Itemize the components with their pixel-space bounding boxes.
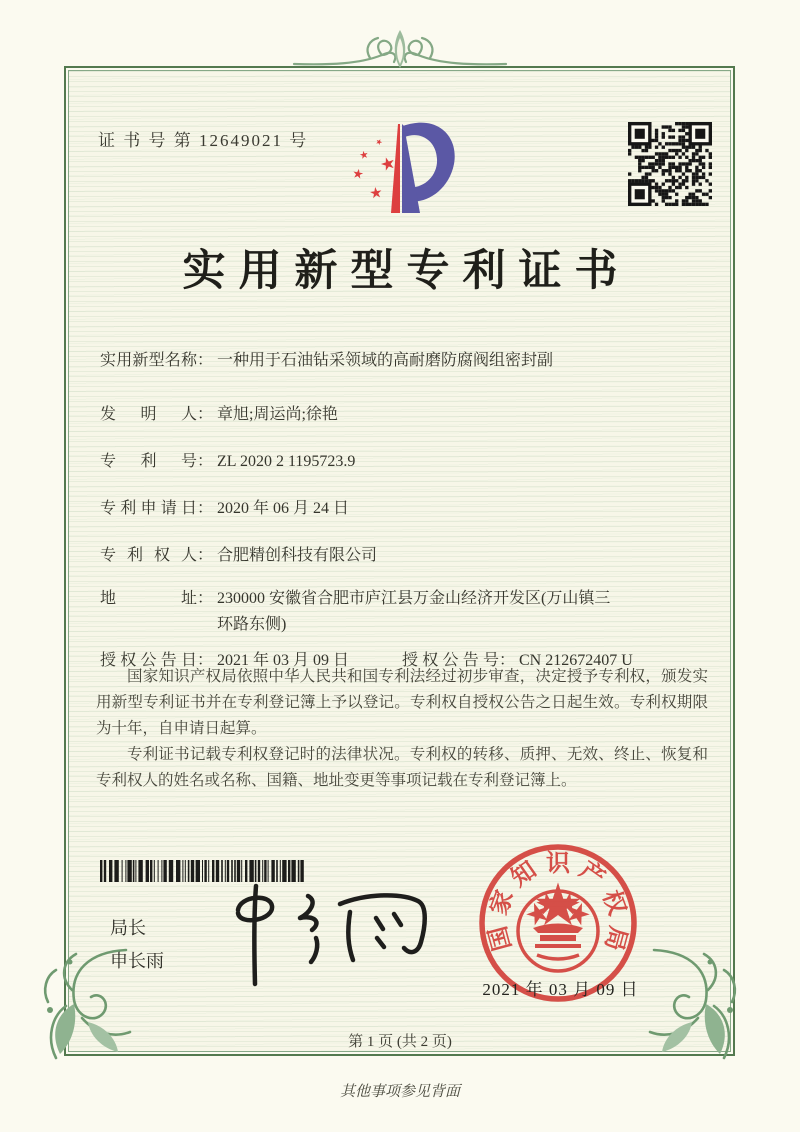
field-row-filing-date [100, 496, 349, 522]
qr-code [628, 122, 712, 206]
field-label: 专利权人 [100, 547, 197, 564]
field-colon: ： [197, 406, 214, 423]
logo-star-icon [359, 150, 368, 159]
field-label: 专利申请日 [100, 500, 197, 517]
field-value-inventors: 章旭;周运尚;徐艳 [217, 406, 338, 423]
field-value-patentee: 合肥精创科技有限公司 [217, 547, 378, 564]
page-number: 第 1 页 (共 2 页) [348, 1034, 452, 1050]
field-value-address: 230000 安徽省合肥市庐江县万金山经济开发区(万山镇三环路东侧) [217, 590, 611, 633]
field-value-filing-date: 2020 年 06 月 24 日 [217, 500, 350, 517]
field-label: 发明人 [100, 406, 197, 423]
signer-name: 申长雨 [110, 951, 164, 971]
certificate-number: 证 书 号 第 12649021 号 [98, 131, 309, 150]
certificate-title: 实用新型专利证书 [182, 248, 631, 295]
logo-star-icon [370, 186, 383, 198]
field-label: 授权公告日 [100, 652, 197, 669]
field-colon: ： [197, 352, 214, 369]
back-side-note: 其他事项参见背面 [339, 1084, 460, 1100]
field-label: 实用新型名称 [100, 352, 197, 369]
legal-paragraph-1: 国家知识产权局依照中华人民共和国专利法经过初步审查，决定授予专利权，颁发实用新型专利证书并在专利登记簿上予以登记。专利权自授权公告之日起生效。专利权期限为十年，自申请日起算。 [96, 668, 708, 737]
logo-star-icon [375, 138, 383, 146]
seal-char: 识 [546, 851, 570, 877]
field-colon: ： [197, 590, 214, 607]
seal-char: 局 [599, 923, 631, 954]
field-row-inventors [100, 402, 338, 428]
field-label: 地址 [100, 590, 197, 607]
field-colon: ： [197, 652, 214, 669]
logo-star-icon [380, 155, 397, 171]
legal-text-block [96, 664, 708, 794]
field-value-grant-date: 2021 年 03 月 09 日 [217, 652, 350, 669]
field-colon: ： [197, 500, 214, 517]
cnipa-logo [343, 112, 473, 236]
field-value-patent-number: ZL 2020 2 1195723.9 [217, 453, 356, 470]
seal-char: 家 [486, 887, 519, 919]
seal-char: 产 [574, 857, 610, 893]
field-colon: ： [197, 453, 214, 470]
field-row-patentee [100, 543, 377, 569]
field-colon: ： [197, 547, 214, 564]
barcode [100, 860, 305, 882]
legal-paragraph-2: 专利证书记载专利权登记时的法律状况。专利权的转移、质押、无效、终止、恢复和专利权人的姓名或名称、国籍、地址变更等事项记载在专利登记簿上。 [96, 746, 708, 789]
signer-title: 局长 [110, 918, 146, 938]
field-row-utility-name [100, 348, 553, 374]
seal-char: 权 [597, 887, 630, 919]
field-row-patent-number [100, 449, 355, 475]
seal-date: 2021 年 03 月 09 日 [482, 980, 639, 999]
seal-national-emblem [518, 891, 598, 971]
logo-wedge-red [391, 124, 400, 213]
field-colon: ： [499, 652, 516, 669]
field-label: 专利号 [100, 453, 197, 470]
field-row-address [100, 586, 619, 638]
seal-char: 国 [485, 923, 517, 954]
director-signature [226, 880, 438, 992]
top-center-ornament [290, 24, 510, 74]
seal-char: 知 [506, 857, 542, 893]
field-value-utility-name: 一种用于石油钻采领域的高耐磨防腐阀组密封副 [217, 352, 554, 369]
logo-star-icon [352, 168, 363, 179]
field-value-grant-number: CN 212672407 U [519, 652, 633, 669]
logo-wedge-blue [402, 124, 420, 213]
field-label: 授权公告号 [402, 652, 499, 669]
